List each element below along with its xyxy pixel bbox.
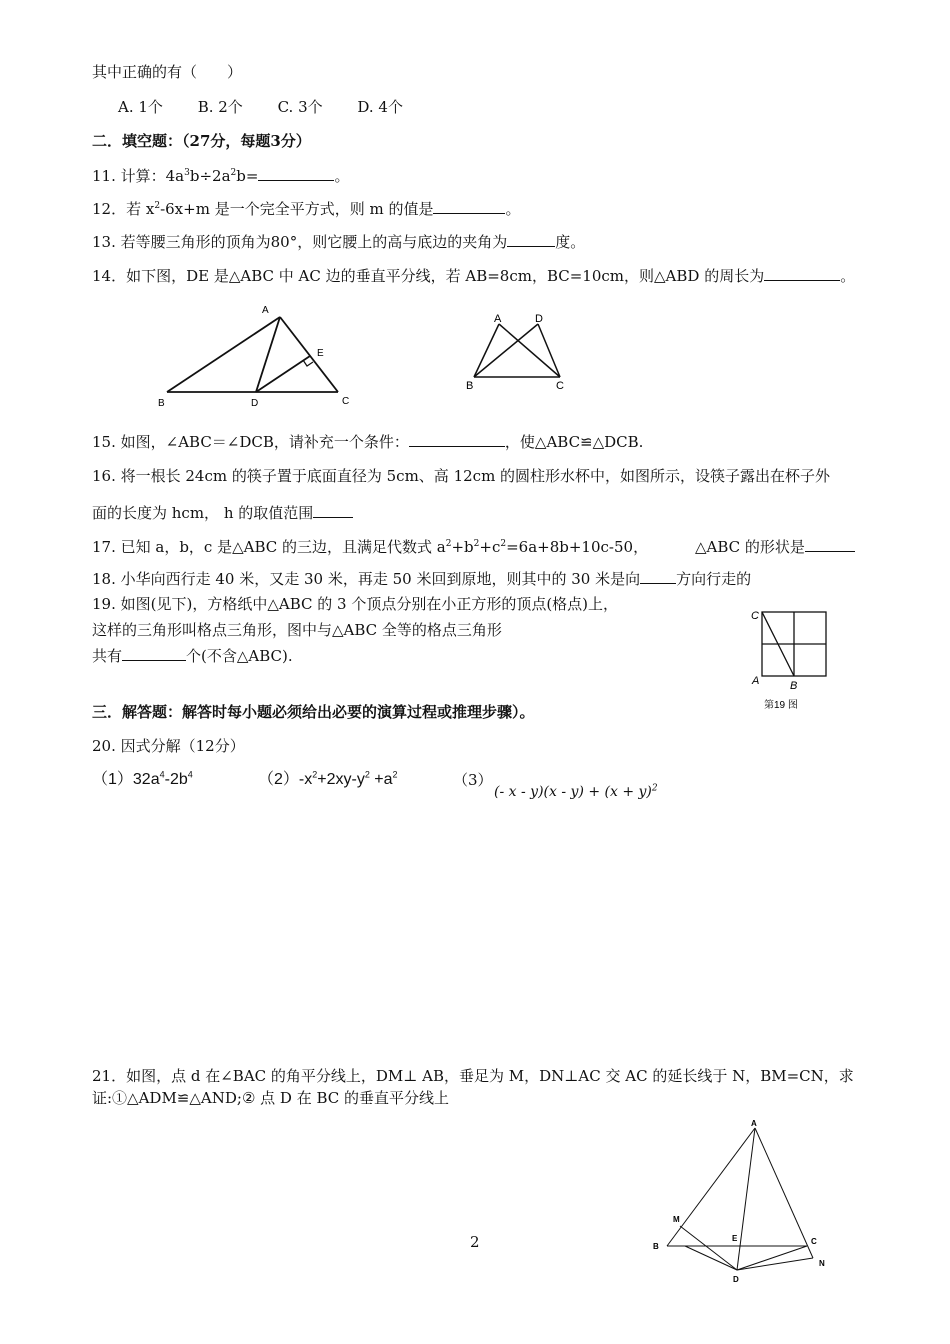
label-c: C [751,610,759,622]
q15-triangles-figure [462,306,577,394]
label-d: D [535,313,543,325]
label-d: D [251,398,259,409]
answer-blank[interactable] [507,232,555,247]
right-angle-mark [303,360,313,366]
q17: 17. 已知 a，b，c 是△ABC 的三边，且满足代数式 $a^2+b^2+c^2=6a+8b+10c-50$， [92,538,649,556]
label-b: B [653,1242,659,1251]
answer-blank[interactable] [122,646,186,661]
q19-line3: 共有 个(不含△ABC). [92,647,293,665]
segment-ad [256,317,280,392]
q21-line2: 证:①△ADM≌△AND;② 点 D 在 BC 的垂直平分线上 [92,1089,450,1107]
side-ba [474,324,499,377]
answer-blank[interactable] [764,266,840,281]
label-c: C [556,380,564,392]
label-d: D [733,1275,739,1284]
answer-blank[interactable] [805,537,855,552]
q10-tail: 其中正确的有（ ） [92,63,243,81]
q20-part1: $(1)32a^4-2b^4$ [92,769,193,788]
label-e: E [732,1234,738,1243]
answer-blank[interactable] [313,503,353,518]
section3-title: 三．解答题：解答时每小题必须给出必要的演算过程或推理步骤）。 [92,703,535,721]
label-a: A [262,305,269,316]
label-a: A [494,313,502,325]
line-an [755,1128,813,1258]
q10-options [118,97,433,117]
side-ac [280,317,338,392]
q19-line2: 这样的三角形叫格点三角形，图中与△ABC 全等的格点三角形 [92,621,502,639]
label-c: C [811,1237,817,1246]
answer-blank[interactable] [258,166,334,181]
answer-blank[interactable] [640,569,676,584]
label-a: A [752,675,760,687]
label-b: B [466,380,474,392]
q14-triangle-figure [150,300,365,412]
label-c: C [342,396,350,407]
q19-line1: 19. 如图(见下)，方格纸中△ABC 的 3 个顶点分别在小正方形的顶点(格点)上， [92,595,619,613]
label-m: M [673,1215,680,1224]
label-n: N [819,1259,825,1268]
q21-figure [645,1118,845,1288]
section2-title: 二．填空题：（27分，每题3分） [92,132,311,150]
label-a: A [751,1119,757,1128]
q11: 11. 计算：$4a^3b\div 2a^2b=$ 。 [92,167,350,185]
side-ab [167,317,280,392]
option-b: B. 2个 [197,98,243,116]
q21-line1: 21．如图，点 d 在∠BAC 的角平分线上，DM⊥ AB，垂足为 M，DN⊥AC 交 AC 的延长线于 N，BM=CN，求 [92,1067,854,1085]
q14: 14．如下图，DE 是△ABC 中 AC 边的垂直平分线，若 AB=8cm，BC=10cm，则△ABD 的周长为 。 [92,267,856,285]
q15: 15. 如图，∠ABC＝∠DCB，请补充一个条件： ，使△ABC≌△DCB. [92,433,644,451]
q16-line1: 16. 将一根长 24cm 的筷子置于底面直径为 5cm、高 12cm 的圆柱形水杯中，如图所示，设筷子露出在杯子外 [92,467,831,485]
q17-right: △ABC 的形状是 [695,537,855,557]
option-d: D. 4个 [357,98,403,116]
option-a: A. 1个 [118,98,163,116]
side-dc [538,324,560,377]
figure-caption: 第19 图 [764,700,798,711]
q18: 18. 小华向西行走 40 米，又走 30 米，再走 50 米回到原地，则其中的 30 米是向 方向行走的 [92,570,752,588]
label-b: B [158,398,165,409]
page-number: 2 [470,1233,480,1251]
label-e: E [317,348,324,359]
q19-grid-figure [744,604,834,712]
q20-title: 20. 因式分解（12分） [92,737,245,755]
q20-part3-label: （3） [453,771,493,789]
q20-part2: $(2)-x^2+2xy-y^2 +a^2$ [258,769,398,788]
q13: 13. 若等腰三角形的顶角为80°，则它腰上的高与底边的夹角为 度。 [92,233,586,251]
option-c: C. 3个 [277,98,323,116]
answer-blank[interactable] [433,199,505,214]
label-b: B [790,680,798,692]
segment-dn [737,1258,813,1270]
segment-dc [737,1246,807,1270]
q12: 12．若 $x^2-6x+m$ 是一个完全平方式，则 m 的值是 。 [92,200,521,218]
segment-de [256,356,310,392]
q20-part3-expr: (- $x - y)(x - y) + (x + y)^2$ [494,783,658,800]
q16-line2: 面的长度为 hcm， h 的取值范围 [92,503,353,523]
answer-blank[interactable] [409,432,505,447]
